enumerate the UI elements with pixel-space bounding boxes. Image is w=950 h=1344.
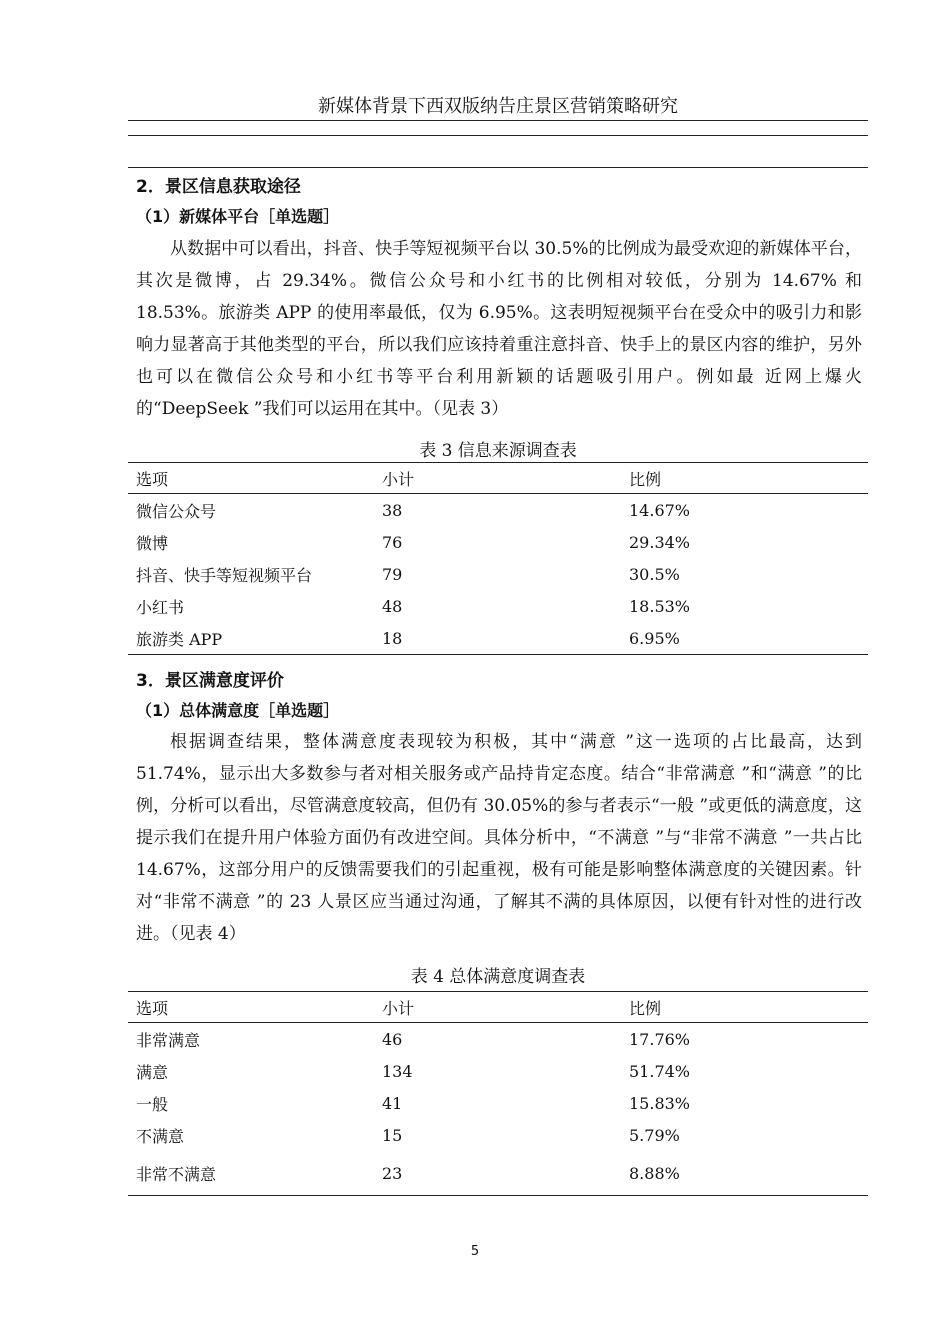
column-header: 比例 bbox=[621, 992, 868, 1023]
table-cell: 抖音、快手等短视频平台 bbox=[136, 565, 313, 585]
table-cell: 46 bbox=[382, 1029, 403, 1049]
table-cell: 76 bbox=[382, 532, 403, 552]
table-cell: 微信公众号 bbox=[136, 501, 217, 521]
subsection-heading: （1）新媒体平台［单选题］ bbox=[136, 207, 340, 226]
table-caption: 表 3 信息来源调查表 bbox=[419, 441, 577, 461]
column-header: 小计 bbox=[374, 463, 621, 494]
table-cell: 15 bbox=[382, 1125, 403, 1145]
table-cell: 17.76% bbox=[629, 1029, 691, 1049]
table-row bbox=[128, 526, 868, 558]
section-heading: 3．景区满意度评价 bbox=[136, 671, 284, 691]
table-cell: 14.67% bbox=[629, 500, 691, 520]
table-cell: 8.88% bbox=[621, 1151, 868, 1196]
running-header: 新媒体背景下西双版纳告庄景区营销策略研究 bbox=[318, 96, 678, 117]
table-cell: 23 bbox=[374, 1151, 621, 1196]
body-paragraph: 根据调查结果，整体满意度表现较为积极，其中“满意 ”这一选项的占比最高，达到 51.74%，显示出大多数参与者对相关服务或产品持肯定态度。结合“非常满意 ”和“满意 ”的比例，分析可以看出，尽管满意度较高，但仍有 30.05%的参与者表示“一般 ”或更低的满意度，这提示我们在提升用户体验方面仍有改进空间。具体分析中，“不满意 ”与“非常不满意 ”一共占比 14.67%，这部分用户的反馈需要我们的引起重视，极有可能是影响整体满意度的关键因素。针对“非常不满意 ”的 23 人景区应当通过沟通，了解其不满的具体原因，以便有针对性的进行改进。（见表 4） bbox=[136, 732, 862, 944]
table-cell: 51.74% bbox=[629, 1061, 691, 1081]
table-cell: 79 bbox=[382, 564, 403, 584]
body-paragraph: 从数据中可以看出，抖音、快手等短视频平台以 30.5%的比例成为最受欢迎的新媒体平台，其次是微博，占 29.34%。微信公众号和小红书的比例相对较低，分别为 14.67% 和 18.53%。旅游类 APP 的使用率最低，仅为 6.95%。这表明短视频平台在受众中的吸引力和影响力显著高于其他类型的平台，所以我们应该持着重注意抖音、快手上的景区内容的维护，另外也可以在微信公众号和小红书等平台利用新颖的话题吸引用户。例如最 近网上爆火的“DeepSeek ”我们可以运用在其中。（见表 3） bbox=[136, 239, 862, 419]
column-header: 小计 bbox=[374, 992, 621, 1023]
table-cell: 15.83% bbox=[629, 1093, 691, 1113]
page-number: 5 bbox=[470, 1244, 480, 1259]
table-row bbox=[128, 590, 868, 622]
table-row bbox=[128, 622, 868, 655]
table-header-row bbox=[128, 463, 868, 494]
table-row bbox=[128, 1087, 868, 1119]
table-cell: 微博 bbox=[136, 533, 169, 553]
table-header-row bbox=[128, 992, 868, 1023]
divider-line bbox=[128, 135, 868, 136]
header-rule bbox=[128, 120, 868, 121]
table-row bbox=[128, 1119, 868, 1151]
table-cell: 非常不满意 bbox=[128, 1151, 374, 1196]
table-caption: 表 4 总体满意度调查表 bbox=[410, 967, 586, 987]
table-row bbox=[128, 1151, 868, 1196]
table-row bbox=[128, 494, 868, 527]
table-cell: 41 bbox=[382, 1093, 403, 1113]
table-cell: 旅游类 APP bbox=[128, 622, 374, 655]
satisfaction-table bbox=[128, 991, 868, 1196]
table-cell: 29.34% bbox=[629, 532, 691, 552]
table-cell: 满意 bbox=[136, 1062, 169, 1082]
column-header: 比例 bbox=[621, 463, 868, 494]
table-cell: 38 bbox=[382, 500, 403, 520]
table-cell: 不满意 bbox=[136, 1126, 185, 1146]
section-heading: 2．景区信息获取途径 bbox=[136, 177, 301, 197]
table-cell: 18 bbox=[374, 622, 621, 655]
info-source-table bbox=[128, 462, 868, 655]
table-row bbox=[128, 558, 868, 590]
table-cell: 一般 bbox=[136, 1094, 169, 1114]
column-header: 选项 bbox=[128, 463, 374, 494]
column-header: 选项 bbox=[128, 992, 374, 1023]
table-row bbox=[128, 1023, 868, 1056]
table-cell: 小红书 bbox=[136, 597, 185, 617]
table-cell: 6.95% bbox=[621, 622, 868, 655]
divider-line bbox=[128, 167, 868, 168]
table-cell: 30.5% bbox=[629, 564, 680, 584]
table-cell: 18.53% bbox=[629, 596, 691, 616]
table-row bbox=[128, 1055, 868, 1087]
subsection-heading: （1）总体满意度［单选题］ bbox=[136, 701, 340, 720]
table-cell: 48 bbox=[382, 596, 403, 616]
table-cell: 134 bbox=[382, 1061, 413, 1081]
table-cell: 5.79% bbox=[629, 1125, 680, 1145]
table-cell: 非常满意 bbox=[136, 1030, 201, 1050]
